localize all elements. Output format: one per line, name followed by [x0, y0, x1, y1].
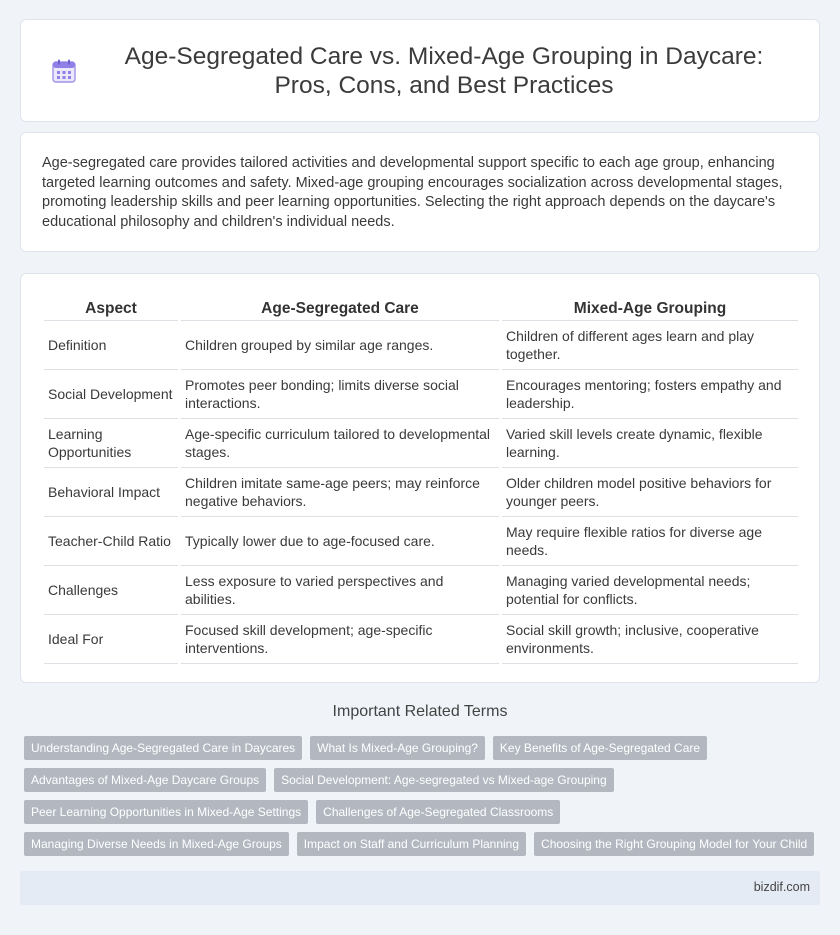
page-title: Age-Segregated Care vs. Mixed-Age Grouping in Daycare: Pros, Cons, and Best Practices: [124, 42, 764, 99]
tag-row: [24, 768, 824, 792]
tag-row: [24, 832, 824, 856]
age-segregated-cell: Less exposure to varied perspectives and abilities.: [181, 566, 499, 615]
related-terms-tags: [24, 736, 824, 864]
footer-bar: [20, 871, 820, 905]
table-row: [44, 370, 798, 419]
calendar-icon: [51, 58, 77, 84]
aspect-cell: Definition: [44, 321, 178, 370]
intro-paragraph: Age-segregated care provides tailored activities and developmental support specific to each age group, enhancing targeted learning outcomes and safety. Mixed-age grouping encourages socialization across developmental stages, promoting leadership skills and peer learning opportunities. Selecting the right approach depends on the daycare's educational philosophy and children's individual needs.: [42, 155, 783, 230]
related-term-link[interactable]: What Is Mixed-Age Grouping?: [310, 736, 485, 760]
aspect-cell: Learning Opportunities: [44, 419, 178, 468]
related-term-link[interactable]: Understanding Age-Segregated Care in Daycares: [24, 736, 302, 760]
age-segregated-cell: Children imitate same-age peers; may reinforce negative behaviors.: [181, 468, 499, 517]
related-term-link[interactable]: Key Benefits of Age-Segregated Care: [493, 736, 707, 760]
mixed-age-cell: Varied skill levels create dynamic, flexible learning.: [502, 419, 798, 468]
mixed-age-cell: Older children model positive behaviors for younger peers.: [502, 468, 798, 517]
table-row: [44, 321, 798, 370]
mixed-age-cell: Managing varied developmental needs; potential for conflicts.: [502, 566, 798, 615]
aspect-cell: Social Development: [44, 370, 178, 419]
mixed-age-cell: Encourages mentoring; fosters empathy and leadership.: [502, 370, 798, 419]
intro-card: [20, 132, 820, 252]
aspect-cell: Challenges: [44, 566, 178, 615]
table-row: [44, 468, 798, 517]
mixed-age-cell: May require flexible ratios for diverse age needs.: [502, 517, 798, 566]
tag-row: [24, 736, 824, 760]
title-wrap: [21, 42, 819, 100]
related-terms-heading: Important Related Terms: [332, 703, 508, 720]
related-term-link[interactable]: Managing Diverse Needs in Mixed-Age Groups: [24, 832, 289, 856]
comparison-table: [41, 296, 801, 664]
age-segregated-cell: Focused skill development; age-specific interventions.: [181, 615, 499, 664]
related-term-link[interactable]: Impact on Staff and Curriculum Planning: [297, 832, 526, 856]
table-header-row: [44, 296, 798, 321]
related-term-link[interactable]: Advantages of Mixed-Age Daycare Groups: [24, 768, 266, 792]
related-term-link[interactable]: Peer Learning Opportunities in Mixed-Age Settings: [24, 800, 308, 824]
age-segregated-cell: Promotes peer bonding; limits diverse social interactions.: [181, 370, 499, 419]
aspect-cell: Teacher-Child Ratio: [44, 517, 178, 566]
related-term-link[interactable]: Social Development: Age-segregated vs Mixed-age Grouping: [274, 768, 614, 792]
related-term-link[interactable]: Challenges of Age-Segregated Classrooms: [316, 800, 560, 824]
header-age-segregated: Age-Segregated Care: [181, 296, 499, 321]
tag-row: [24, 800, 824, 824]
age-segregated-cell: Age-specific curriculum tailored to developmental stages.: [181, 419, 499, 468]
age-segregated-cell: Typically lower due to age-focused care.: [181, 517, 499, 566]
footer-site-link[interactable]: bizdif.com: [753, 880, 810, 894]
table-row: [44, 615, 798, 664]
mixed-age-cell: Social skill growth; inclusive, cooperative environments.: [502, 615, 798, 664]
related-term-link[interactable]: Choosing the Right Grouping Model for Your Child: [534, 832, 814, 856]
mixed-age-cell: Children of different ages learn and play together.: [502, 321, 798, 370]
comparison-table-card: [20, 273, 820, 683]
header-aspect: Aspect: [44, 296, 178, 321]
header-mixed-age: Mixed-Age Grouping: [502, 296, 798, 321]
age-segregated-cell: Children grouped by similar age ranges.: [181, 321, 499, 370]
aspect-cell: Behavioral Impact: [44, 468, 178, 517]
header-card: [20, 19, 820, 122]
table-row: [44, 566, 798, 615]
table-row: [44, 517, 798, 566]
aspect-cell: Ideal For: [44, 615, 178, 664]
table-row: [44, 419, 798, 468]
